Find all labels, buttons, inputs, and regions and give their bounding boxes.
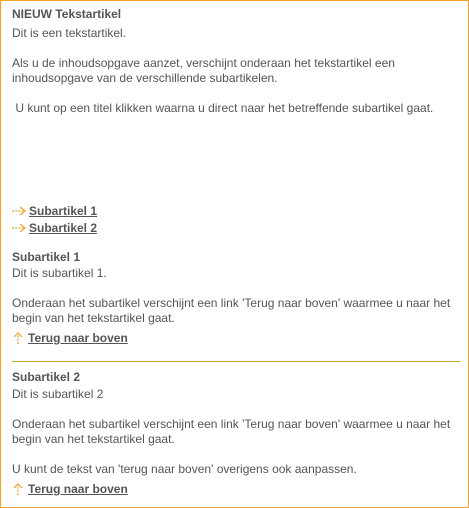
back-to-top-link-1[interactable] bbox=[12, 330, 128, 346]
subartikel-1-paragraph: Onderaan het subartikel verschijnt een link 'Terug naar boven' waarmee u naar het begin van het tekstartikel gaat. bbox=[12, 296, 451, 325]
subartikel-2-text: Dit is subartikel 2 bbox=[12, 387, 104, 401]
toc-link-subartikel-2[interactable]: Subartikel 2 bbox=[29, 221, 98, 235]
article-intro: Dit is een tekstartikel. bbox=[12, 26, 127, 40]
subartikel-2-title: Subartikel 2 bbox=[12, 370, 81, 384]
toc-item-subartikel-2[interactable] bbox=[11, 220, 97, 236]
article-paragraph-2: U kunt op een titel klikken waarna u direct naar het betreffende subartikel gaat. bbox=[12, 101, 434, 115]
toc-link-subartikel-1[interactable]: Subartikel 1 bbox=[29, 204, 98, 218]
back-to-top-label-2[interactable]: Terug naar boven bbox=[28, 482, 128, 496]
arrow-up-icon bbox=[12, 331, 24, 345]
article-title: NIEUW Tekstartikel bbox=[12, 7, 122, 21]
subartikel-2-paragraph: Onderaan het subartikel verschijnt een link 'Terug naar boven' waarmee u naar het begin van het tekstartikel gaat. bbox=[12, 417, 451, 446]
subartikel-2-paragraph-2: U kunt de tekst van 'terug naar boven' overigens ook aanpassen. bbox=[12, 462, 357, 476]
section-divider bbox=[12, 361, 460, 362]
back-to-top-label-1[interactable]: Terug naar boven bbox=[28, 331, 128, 345]
article-paragraph-1: Als u de inhoudsopgave aanzet, verschijnt onderaan het tekstartikel een inhoudsopgave van de verschillende subartikelen. bbox=[12, 56, 395, 85]
arrow-right-icon bbox=[11, 222, 27, 234]
back-to-top-link-2[interactable] bbox=[12, 481, 128, 497]
arrow-up-icon bbox=[12, 482, 24, 496]
subartikel-1-title: Subartikel 1 bbox=[12, 250, 81, 264]
toc-item-subartikel-1[interactable] bbox=[11, 203, 97, 219]
arrow-right-icon bbox=[11, 205, 27, 217]
subartikel-1-text: Dit is subartikel 1. bbox=[12, 266, 107, 280]
